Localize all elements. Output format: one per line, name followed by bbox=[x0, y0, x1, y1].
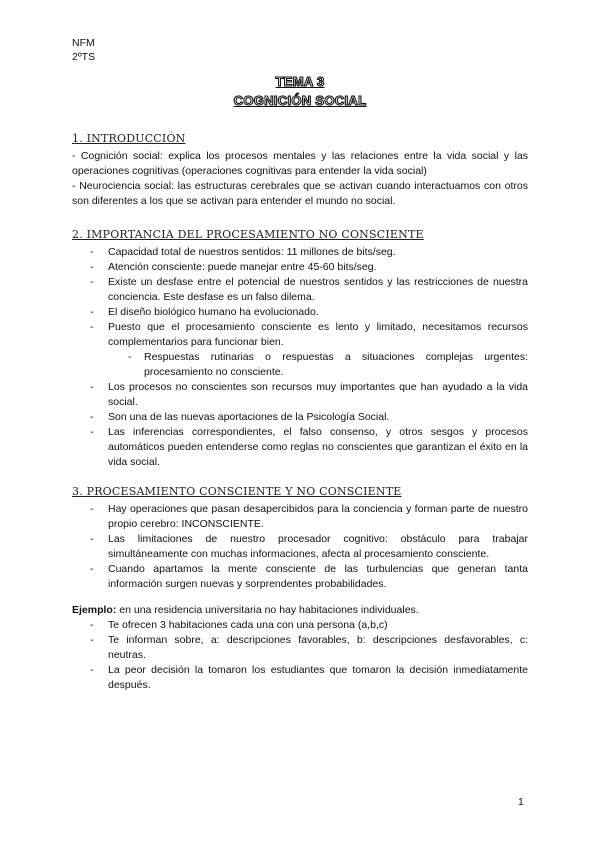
example-list bbox=[72, 618, 528, 693]
header-course: 2ºTS bbox=[72, 51, 96, 63]
section-heading-procesamiento: 3. PROCESAMIENTO CONSCIENTE Y NO CONSCIENTE bbox=[72, 485, 402, 498]
example-text: en una residencia universitaria no hay habitaciones individuales. bbox=[116, 604, 419, 616]
section-body-procesamiento bbox=[72, 502, 528, 592]
list-item: - La peor decisión la tomaron los estudiantes que tomaron la decisión inmediatamente después. bbox=[72, 663, 528, 693]
list-item: - Te ofrecen 3 habitaciones cada una con una persona (a,b,c) bbox=[72, 618, 528, 633]
section-heading-introduccion: 1. INTRODUCCIÓN bbox=[72, 132, 186, 145]
list-item: - Las inferencias correspondientes, el falso consenso, y otros sesgos y procesos automáticos pueden entenderse como reglas no conscientes que garantizan el éxito en la vida social. bbox=[72, 425, 528, 470]
paragraph: - Neurociencia social: las estructuras cerebrales que se activan cuando interactuamos con otros son diferentes a los que se activan para entender el mundo no social. bbox=[72, 180, 528, 207]
list-item: - Las limitaciones de nuestro procesador cognitivo: obstáculo para trabajar simultáneamente con muchas informaciones, afecta al procesamiento consciente. bbox=[72, 532, 528, 562]
sub-bullet-list bbox=[72, 350, 528, 380]
page-number: 1 bbox=[518, 796, 524, 808]
example-block bbox=[72, 603, 528, 693]
document-subtitle: COGNICIÓN SOCIAL bbox=[233, 93, 367, 108]
list-item: - Te informan sobre, a: descripciones favorables, b: descripciones desfavorables, c: neutras. bbox=[72, 633, 528, 663]
sub-list-item: - Respuestas rutinarias o respuestas a situaciones complejas urgentes: procesamiento no consciente. bbox=[72, 350, 528, 380]
list-item bbox=[72, 320, 528, 380]
bullet-list bbox=[72, 502, 528, 592]
list-item: - El diseño biológico humano ha evolucionado. bbox=[72, 305, 528, 320]
list-item: - Capacidad total de nuestros sentidos: 11 millones de bits/seg. bbox=[72, 245, 528, 260]
list-item: - Cuando apartamos la mente consciente de las turbulencias que generan tanta información surgen nuevas y sorprendentes probabilidades. bbox=[72, 562, 528, 592]
document-header bbox=[72, 36, 95, 64]
section-heading-importancia: 2. IMPORTANCIA DEL PROCESAMIENTO NO CONSCIENTE bbox=[72, 228, 424, 241]
example-label: Ejemplo: bbox=[72, 604, 117, 616]
list-item: - Son una de las nuevas aportaciones de la Psicología Social. bbox=[72, 410, 528, 425]
header-author: NFM bbox=[72, 37, 95, 49]
list-item: - Atención consciente: puede manejar entre 45-60 bits/seg. bbox=[72, 260, 528, 275]
paragraph: - Cognición social: explica los procesos mentales y las relaciones entre la vida social y las operaciones cognitivas (operaciones cognitivas para entender la vida social) bbox=[72, 150, 528, 177]
section-body-introduccion bbox=[72, 149, 528, 209]
bullet-list bbox=[72, 245, 528, 470]
list-item-text: Puesto que el procesamiento consciente es lento y limitado, necesitamos recursos complementarios para funcionar bien. bbox=[108, 321, 528, 348]
list-item: - Los procesos no conscientes son recursos muy importantes que han ayudado a la vida social. bbox=[72, 380, 528, 410]
list-item: - Existe un desfase entre el potencial de nuestros sentidos y las restricciones de nuestra conciencia. Este desfase es un falso dilema. bbox=[72, 275, 528, 305]
section-body-importancia bbox=[72, 245, 528, 470]
document-title: TEMA 3 bbox=[275, 74, 325, 89]
example-intro bbox=[72, 603, 528, 618]
list-item: - Hay operaciones que pasan desapercibidos para la conciencia y forman parte de nuestro propio cerebro: INCONSCIENTE. bbox=[72, 502, 528, 532]
